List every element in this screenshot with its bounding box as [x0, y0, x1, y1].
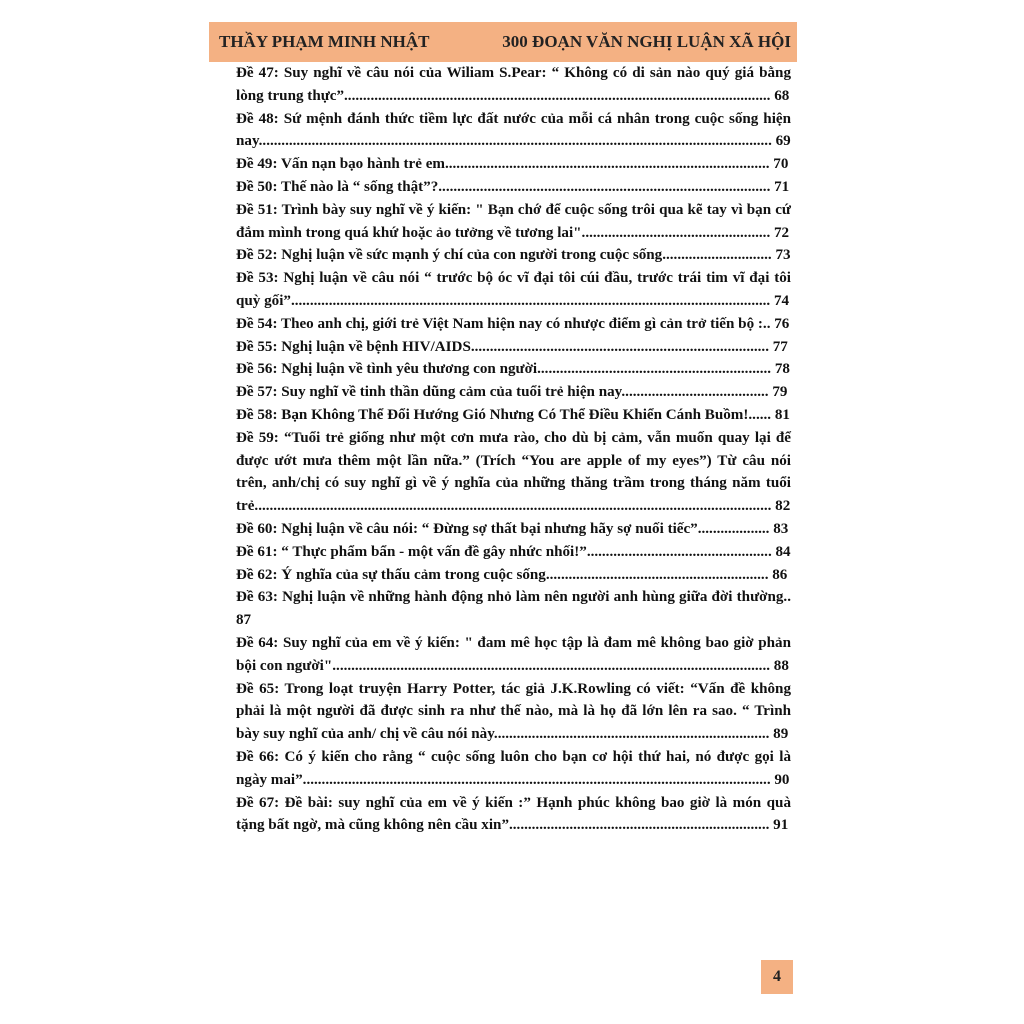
toc-entry-title: “ Thực phẩm bẩn - một vấn đề gây nhức nhối!” — [281, 543, 587, 560]
toc-entry-page: 71 — [774, 178, 790, 195]
toc-entry[interactable] — [236, 792, 791, 838]
toc-entry-label: Đề 66: — [236, 748, 280, 765]
toc-entry[interactable] — [236, 176, 791, 199]
toc-leader-dots: .. — [762, 315, 775, 332]
toc-leader-dots: ................................................. — [586, 543, 776, 560]
toc-entry-label: Đề 56: — [236, 361, 278, 378]
toc-entry-label: Đề 53: — [236, 270, 279, 287]
toc-entry-title: Suy nghĩ về câu nói của Wiliam S.Pear: “ Không có di sản nào quý giá bằng lòng trung thực”. — [236, 65, 791, 104]
toc-leader-dots: ............................................................................................................................... — [290, 292, 774, 309]
toc-leader-dots: .................................................. — [581, 224, 774, 241]
toc-entry[interactable] — [236, 267, 791, 313]
toc-entry-title: Nghị luận về những hành động nhỏ làm nên người anh hùng giữa đời thường. — [282, 589, 788, 606]
toc-entry[interactable] — [236, 199, 791, 245]
toc-leader-dots: .................................................................................................................... — [332, 657, 774, 674]
toc-leader-dots: ........................................................................................................................................ — [258, 498, 776, 515]
toc-leader-dots: ................................................................................................................ — [347, 87, 775, 104]
toc-leader-dots: ............................. — [662, 247, 776, 264]
toc-leader-dots: ........................................................................................................................... — [306, 771, 775, 788]
toc-leader-dots: . — [787, 589, 791, 606]
toc-entry-title: Suy nghĩ về tinh thần dũng cảm của tuổi trẻ hiện nay. — [281, 384, 626, 401]
toc-entry-page: 90 — [774, 771, 790, 788]
toc-leader-dots: ........................................................................................................................................ — [258, 133, 776, 150]
toc-entry[interactable] — [236, 404, 791, 427]
toc-entry-title: Nghị luận về bệnh HIV/AIDS — [281, 338, 471, 355]
toc-entry-page: 77 — [772, 338, 788, 355]
toc-entry[interactable] — [236, 381, 791, 404]
toc-entry-page: 88 — [773, 657, 789, 674]
toc-entry[interactable] — [236, 336, 791, 359]
toc-entry[interactable] — [236, 108, 791, 154]
toc-entry[interactable] — [236, 244, 791, 267]
toc-entry[interactable] — [236, 62, 791, 108]
toc-leader-dots: ...... — [748, 406, 775, 423]
toc-leader-dots: ................... — [697, 520, 774, 537]
toc-entry-label: Đề 54: — [236, 315, 278, 332]
toc-entry-label: Đề 64: — [236, 634, 279, 651]
toc-entry-title: Theo anh chị, giới trẻ Việt Nam hiện nay có nhược điểm gì cản trở tiến bộ : — [281, 315, 763, 332]
header-book-title: 300 ĐOẠN VĂN NGHỊ LUẬN XÃ HỘI — [502, 32, 791, 51]
toc-entry-title: Có ý kiến cho rằng “ cuộc sống luôn cho bạn cơ hội thứ hai, nó được gọi là ngày mai”. — [236, 748, 791, 788]
toc-entry-page: 72 — [774, 224, 790, 241]
header-author: THẦY PHẠM MINH NHẬT — [219, 32, 430, 51]
toc-entry-label: Đề 57: — [236, 384, 278, 401]
toc-leader-dots: .............................................................. — [537, 361, 775, 378]
toc-entry-page: 69 — [775, 133, 791, 150]
toc-entry[interactable] — [236, 586, 791, 632]
toc-entry[interactable] — [236, 313, 791, 336]
toc-entry[interactable] — [236, 541, 791, 564]
toc-entry-title: Suy nghĩ của em về ý kiến: " đam mê học tập là đam mê không bao giờ phản bội con người" — [236, 634, 791, 674]
toc-entry[interactable] — [236, 518, 791, 541]
page-header — [209, 22, 797, 62]
toc-entry-label: Đề 52: — [236, 247, 278, 264]
toc-entry-label: Đề 58: — [236, 406, 278, 423]
toc-entry-label: Đề 49: — [236, 156, 278, 173]
toc-entry-title: Sứ mệnh đánh thức tiềm lực đất nước của mỗi cá nhân trong cuộc sống hiện nay — [236, 110, 791, 150]
toc-entry-page: 74 — [773, 292, 790, 309]
toc-entry-title: Bạn Không Thể Đổi Hướng Gió Nhưng Có Thể Điều Khiển Cánh Buồm! — [281, 406, 749, 423]
toc-leader-dots: ...................................... — [625, 384, 773, 401]
toc-entry-page: 73 — [775, 247, 791, 264]
toc-entry-title: Nghị luận về câu nói “ trước bộ óc vĩ đại tôi cúi đầu, trước trái tim vĩ đại tôi quỳ gối” — [236, 270, 791, 309]
toc-entry-title: Nghị luận về câu nói: “ Đừng sợ thất bại nhưng hãy sợ nuối tiếc” — [281, 520, 698, 537]
toc-entry[interactable] — [236, 564, 791, 587]
toc-leader-dots: ........................................................................................ — [438, 178, 775, 195]
toc-entry-label: Đề 59: — [236, 429, 279, 446]
toc-leader-dots: ..................................................................... — [509, 817, 774, 834]
toc-entry-page: 91 — [773, 817, 789, 834]
page-number-box — [761, 960, 793, 994]
toc-entry-label: Đề 48: — [236, 110, 279, 127]
toc-entry[interactable] — [236, 632, 791, 678]
toc-entry[interactable] — [236, 153, 791, 176]
toc-entry-title: Vấn nạn bạo hành trẻ em — [281, 156, 445, 173]
toc-entry-label: Đề 62: — [236, 566, 278, 583]
toc-entry-title: Nghị luận về tình yêu thương con người — [281, 361, 538, 378]
toc-entry-label: Đề 51: — [236, 201, 278, 218]
toc-entry[interactable] — [236, 358, 791, 381]
toc-entry-title: Trình bày suy nghĩ về ý kiến: " Bạn chớ để cuộc sống trôi qua kẽ tay vì bạn cứ đắm mình trong quá khứ hoặc ảo tưởng về tương lai" — [236, 201, 791, 241]
toc-entry-page: 82 — [775, 498, 791, 515]
toc-entry-page: 79 — [772, 384, 788, 401]
toc-entry[interactable] — [236, 678, 791, 746]
toc-entry-title: Đề bài: suy nghĩ của em về ý kiến :” Hạnh phúc không bao giờ là món quà tặng bất ngờ, mà cũng không nên cầu xin” — [236, 794, 791, 834]
toc-leader-dots: ........................................................................ — [497, 726, 774, 743]
toc-entry[interactable] — [236, 746, 791, 792]
toc-entry-title: “Tuổi trẻ giống như một cơn mưa rào, cho dù bị cảm, vẫn muốn quay lại để được ướt mưa thêm một lần nữa.” (Trích “You are apple of my eyes”) Từ câu nói trên, anh/chị có suy nghĩ gì về ý nghĩa của những thăng trầm trong tháng năm tuổi trẻ. — [236, 429, 791, 515]
toc-entry-page: 70 — [773, 156, 789, 173]
toc-entry-title: Thế nào là “ sống thật”? — [281, 178, 439, 195]
toc-entry-label: Đề 65: — [236, 680, 280, 697]
toc-entry-page: 83 — [773, 520, 789, 537]
toc-entry-page: 84 — [775, 543, 791, 560]
toc-entry-page: 87 — [236, 612, 252, 629]
toc-entry-label: Đề 61: — [236, 543, 278, 560]
toc-entry-label: Đề 63: — [236, 589, 278, 606]
toc-leader-dots: ............................................................................... — [470, 338, 773, 355]
toc-leader-dots: ........................................................... — [545, 566, 773, 583]
toc-entry-page: 76 — [774, 315, 790, 332]
toc-entry-label: Đề 60: — [236, 520, 278, 537]
toc-entry-label: Đề 67: — [236, 794, 280, 811]
toc-leader-dots: ...................................................................................... — [444, 156, 774, 173]
table-of-contents — [236, 62, 791, 837]
toc-entry-label: Đề 50: — [236, 178, 278, 195]
toc-entry-page: 78 — [774, 361, 790, 378]
toc-entry-page: 86 — [772, 566, 788, 583]
toc-entry-page: 81 — [774, 406, 790, 423]
toc-entry[interactable] — [236, 427, 791, 518]
toc-entry-title: Ý nghĩa của sự thấu cảm trong cuộc sống — [281, 566, 546, 583]
toc-entry-label: Đề 47: — [236, 65, 279, 81]
toc-entry-page: 89 — [773, 726, 789, 743]
toc-entry-title: Nghị luận về sức mạnh ý chí của con người trong cuộc sống — [281, 247, 663, 264]
page-number: 4 — [773, 968, 781, 985]
toc-entry-title: Trong loạt truyện Harry Potter, tác giả J.K.Rowling có viết: “Vấn đề không phải là một người đã được sinh ra như thế nào, mà là họ đã lớn lên ra sao. “ Trình bày suy nghĩ của anh/ chị về câu nói này. — [236, 680, 791, 743]
toc-entry-page: 68 — [774, 87, 790, 104]
toc-entry-label: Đề 55: — [236, 338, 278, 355]
